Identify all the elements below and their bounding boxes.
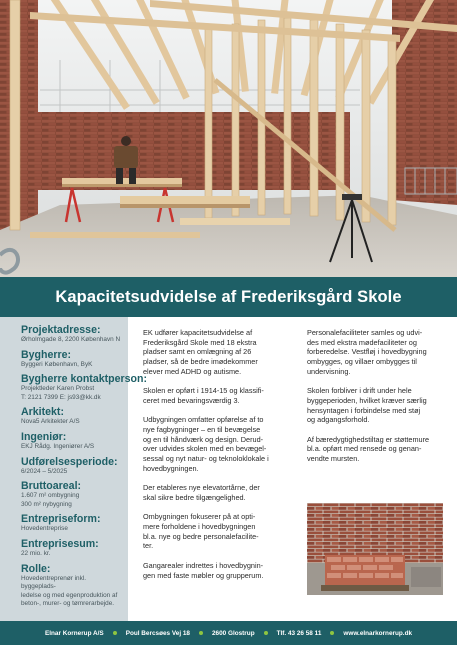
fact-client [21,349,122,370]
fact-engineer [21,431,122,452]
fact-heading: Bruttoareal: [21,480,82,493]
fact-heading: Rolle: [21,562,51,575]
fact-value: 6/2024 – 5/2025 [21,467,68,475]
fact-value: Hovedentreprise [21,525,68,533]
body-paragraph: Der etableres nye elevatortårne, der skal sikre bedre tilgængelighed. [143,483,260,502]
footer-address: Poul Bercsøes Vej 18 [125,629,190,637]
body-paragraph: Personalefaciliteter samles og udvi- des med ekstra mødefaciliteter og forberedelse. Vestfløj i hovedbygning ombygges, og villaer ombygges til undervisning. [307,328,427,376]
body-paragraph: Udbygningen omfatter opførelse af to nye fagbygninger – en til bevægelse og en til håndværk og design. Derud- over udvides skolen med en bevægel- sessal og nyt natur- og teknoloklokale i hovedbygningen. [143,415,269,473]
fact-heading: Bygherre kontaktperson: [21,373,147,386]
fact-gross-area [21,480,122,509]
fact-period [21,456,122,477]
fact-project-address [21,324,122,345]
footer-website-link[interactable]: www.elnarkornerup.dk [343,629,413,637]
title-band [0,277,457,317]
fact-role [21,563,122,609]
fact-value: Ørholmgade 8, 2200 København N [21,336,121,343]
separator-dot-icon [330,631,334,635]
fact-heading: Arkitekt: [21,406,64,419]
fact-heading: Bygherre: [21,348,72,361]
fact-heading: Entrepriseform: [21,513,101,526]
fact-value: Projektleder Karen Probst T: 2121 7399 E: js93@kk.dk [21,385,101,401]
body-paragraph: Ombygningen fokuserer på at opti- mere forholdene i hovedbygningen bl.a. nye og bedre personalefacilite- ter. [143,512,259,551]
page-title: Kapacitetsudvidelse af Frederiksgård Skole [55,287,402,306]
footer-contact-bar [0,621,457,645]
body-paragraph: EK udfører kapacitetsudvidelse af Frederiksgård Skole med 18 ekstra pladser samt en omlægning af 26 pladser, så de bedre imødekommer elever med ADHD og autisme. [143,328,258,376]
body-paragraph: Gangarealer indrettes i hovedbygnin- gen med faste møbler og grupperum. [143,560,264,580]
project-facts-panel [0,317,147,621]
fact-heading: Ingeniør: [21,430,67,443]
fact-heading: Udførelsesperiode: [21,455,118,468]
fact-value: Byggeri København, ByK [21,360,93,368]
fact-architect [21,406,122,427]
footer-phone: Tlf. 43 26 58 11 [276,629,322,637]
footer-city: 2600 Glostrup [211,629,255,637]
hero-construction-photo [0,0,457,277]
separator-dot-icon [113,631,117,635]
fact-value: 1.607 m² ombygning 300 m² nybygning [21,492,80,508]
fact-heading: Entreprisesum: [21,537,99,550]
fact-contract-form [21,513,122,534]
body-column-left [143,328,293,590]
fact-value: Hovedentreprenør inkl. byggeplads- ledelse og med egenproduktion af beton-, murer- og tømrerarbejde. [21,574,118,608]
body-paragraph: Skolen er opført i 1914-15 og klassifi- ceret med bevaringsværdig 3. [143,386,264,405]
fact-value: 22 mio. kr. [21,549,51,557]
separator-dot-icon [264,631,268,635]
body-column-right [307,328,447,474]
fact-value: Nova5 Arkitekter A/S [21,418,80,426]
footer-company: Elnar Kornerup A/S [44,629,104,637]
fact-value: EKJ Rådg. Ingeniører A/S [21,442,95,450]
body-paragraph: Skolen forbliver i drift under hele byggeperioden, hvilket kræver særlig hensyntagen i forbindelse med støj og adgangsforhold. [307,386,427,425]
inset-brick-wall-photo [307,503,443,595]
fact-client-contact [21,373,147,402]
body-paragraph: Af bæredygtighedstiltag er støttemure bl.a. opført med rensede og genan- vendte mursten. [307,434,430,464]
fact-heading: Projektadresse: [21,324,101,336]
fact-contract-sum [21,538,122,559]
separator-dot-icon [199,631,203,635]
